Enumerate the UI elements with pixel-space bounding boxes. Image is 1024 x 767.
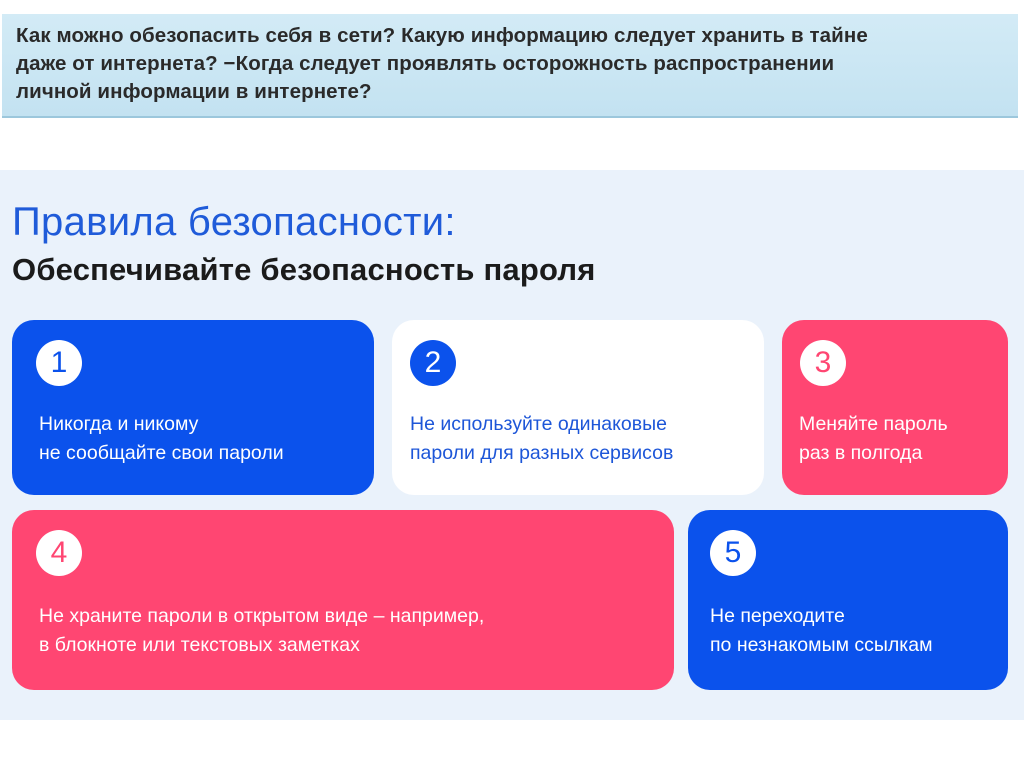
rule-number-badge: 4 — [36, 530, 82, 576]
question-text — [16, 22, 1006, 106]
rule-number-badge: 2 — [410, 340, 456, 386]
rule-text — [39, 410, 362, 468]
rule-text-line: пароли для разных сервисов — [410, 442, 674, 464]
rule-text-line: по незнакомым ссылкам — [710, 634, 933, 656]
rule-text — [799, 410, 996, 468]
rule-card-5 — [688, 510, 1008, 690]
slide-subtitle: Обеспечивайте безопасность пароля — [12, 252, 596, 287]
question-line: личной информации в интернете? — [16, 80, 372, 103]
rule-card-4 — [12, 510, 674, 690]
rule-text-line: Никогда и никому — [39, 413, 199, 435]
rule-text-line: не сообщайте свои пароли — [39, 442, 284, 464]
slide-title: Правила безопасности: — [12, 200, 456, 244]
rule-number-badge: 3 — [800, 340, 846, 386]
rule-number-badge: 5 — [710, 530, 756, 576]
rule-text — [39, 602, 662, 660]
rule-text-line: Не переходите — [710, 605, 845, 627]
rule-number-badge: 1 — [36, 340, 82, 386]
question-line: даже от интернета? −Когда следует проявлять осторожность распространении — [16, 52, 835, 75]
rule-card-1 — [12, 320, 374, 495]
rule-text — [410, 410, 752, 468]
rule-text-line: в блокноте или текстовых заметках — [39, 634, 360, 656]
rule-text-line: раз в полгода — [799, 442, 923, 464]
rule-text-line: Не храните пароли в открытом виде – например, — [39, 605, 485, 627]
rule-text-line: Не используйте одинаковые — [410, 413, 667, 435]
rule-text — [710, 602, 996, 660]
rule-card-3 — [782, 320, 1008, 495]
rule-text-line: Меняйте пароль — [799, 413, 948, 435]
question-banner — [2, 14, 1018, 118]
rule-card-2 — [392, 320, 764, 495]
question-line: Как можно обезопасить себя в сети? Какую информацию следует хранить в тайне — [16, 24, 868, 47]
